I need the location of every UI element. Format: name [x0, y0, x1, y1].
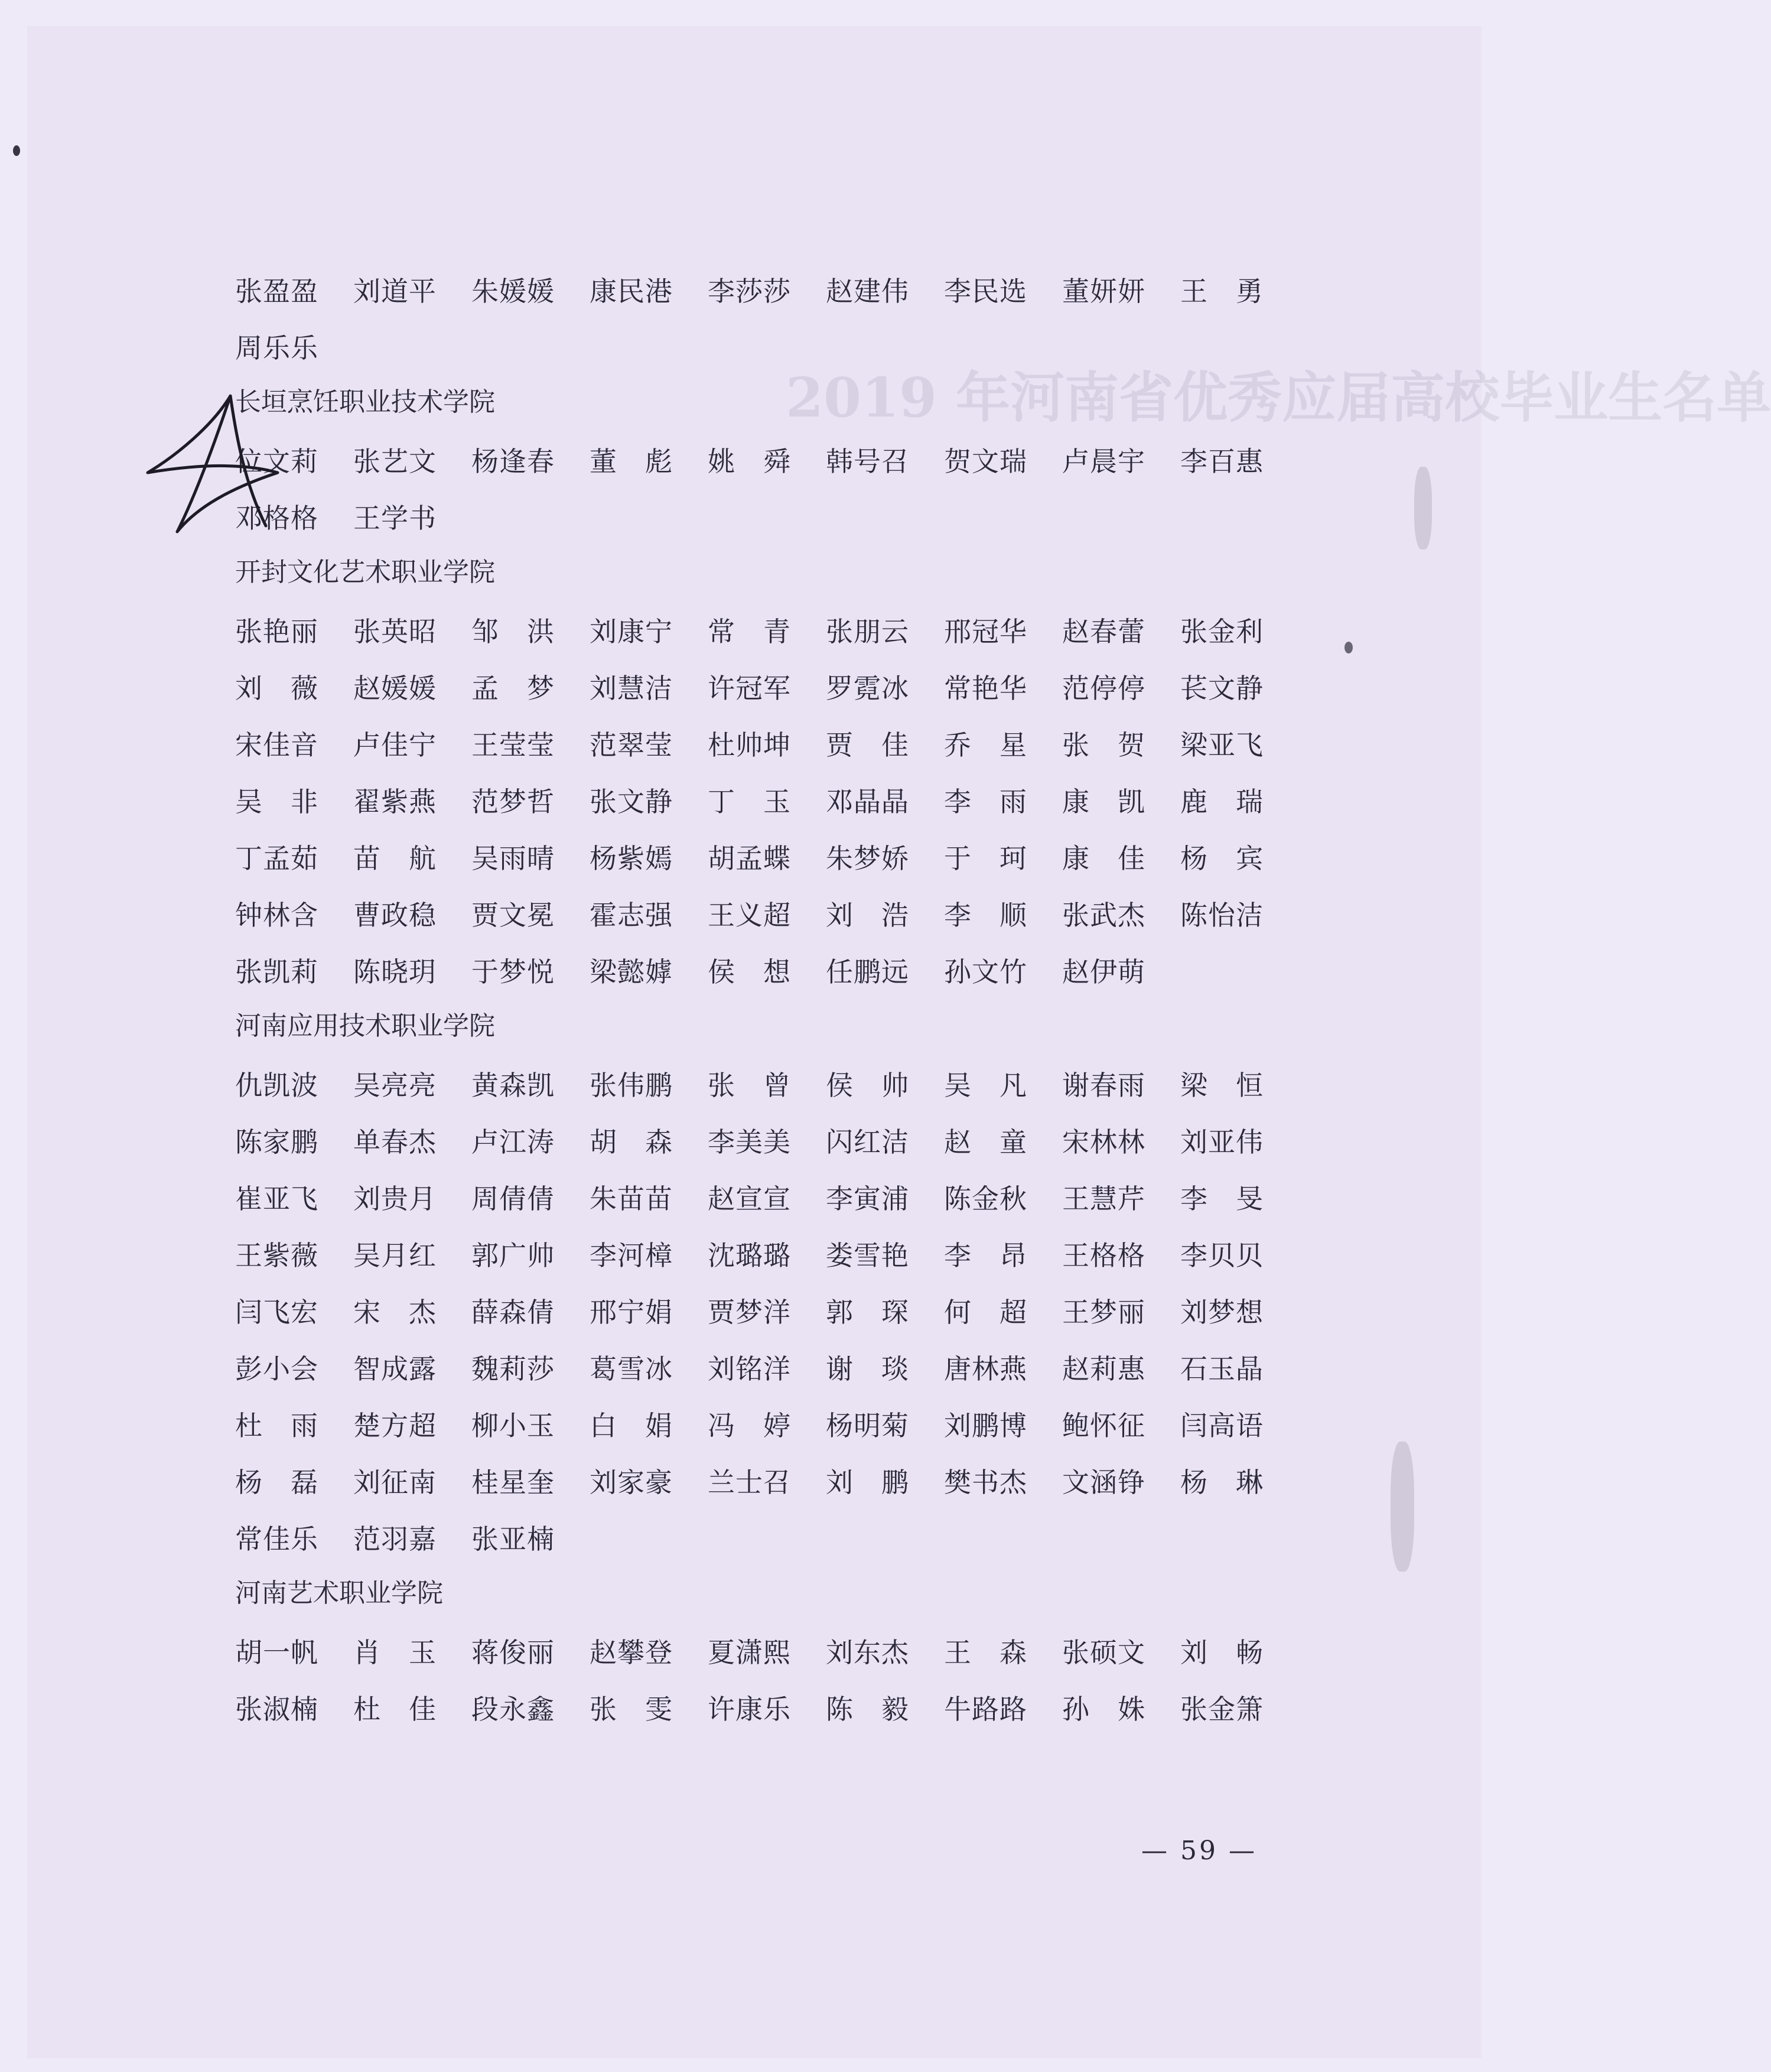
graduate-name: 樊书杰: [944, 1466, 1027, 1498]
graduate-name: 赵宣宣: [708, 1183, 791, 1215]
graduate-name: 鹿 瑞: [1180, 786, 1264, 818]
graduate-name: 贺文瑞: [944, 445, 1027, 477]
graduate-name: 闫飞宏: [235, 1296, 318, 1328]
graduate-name: 邓格格: [235, 502, 318, 534]
graduate-name: 丁孟茹: [235, 843, 318, 874]
graduate-name: 孙 姝: [1062, 1693, 1145, 1725]
graduate-name: 赵伊萌: [1062, 956, 1145, 988]
graduate-name: 牛路路: [944, 1693, 1027, 1725]
graduate-name: 陈怡洁: [1180, 899, 1264, 931]
graduate-name: 桂星奎: [471, 1466, 555, 1498]
graduate-name: 单春杰: [353, 1126, 437, 1158]
graduate-name: 吴雨晴: [471, 843, 555, 874]
graduate-name: 王学书: [353, 502, 437, 534]
graduate-name: 周倩倩: [471, 1183, 555, 1215]
graduate-name: 宋 杰: [353, 1296, 437, 1328]
graduate-name: 石玉晶: [1180, 1353, 1264, 1385]
graduate-name: 沈璐璐: [708, 1240, 791, 1271]
graduate-name: 许康乐: [708, 1693, 791, 1725]
graduate-name: 何 超: [944, 1296, 1027, 1328]
graduate-name: 陈金秋: [944, 1183, 1027, 1215]
graduate-name: 李 昂: [944, 1240, 1027, 1271]
graduate-name: 杨 琳: [1180, 1466, 1264, 1498]
graduate-name: 张文静: [590, 786, 673, 818]
graduate-name: 白 娟: [590, 1410, 673, 1442]
graduate-name: 张英昭: [353, 616, 437, 648]
graduate-name: 李百惠: [1180, 445, 1264, 477]
graduate-name: 刘梦想: [1180, 1296, 1264, 1328]
graduate-name: 文涵铮: [1062, 1466, 1145, 1498]
graduate-name: 智成露: [353, 1353, 437, 1385]
graduate-name: 王梦丽: [1062, 1296, 1145, 1328]
show-through-title: 2019 年河南省优秀应届高校毕业生名单: [786, 366, 1771, 430]
graduate-name: 刘慧洁: [590, 672, 673, 704]
graduate-name: 常 青: [708, 616, 791, 648]
graduate-name: 侯 帅: [826, 1069, 909, 1101]
graduate-name: 唐林燕: [944, 1353, 1027, 1385]
institution-heading: 河南应用技术职业学院: [235, 1011, 495, 1041]
graduate-name: 张 曾: [708, 1069, 791, 1101]
graduate-name: 刘 浩: [826, 899, 909, 931]
institution-heading: 开封文化艺术职业学院: [235, 557, 495, 587]
graduate-name: 范停停: [1062, 672, 1145, 704]
graduate-name: 杜 佳: [353, 1693, 437, 1725]
graduate-name: 李寅浦: [826, 1183, 909, 1215]
graduate-name: 李贝贝: [1180, 1240, 1264, 1271]
graduate-name: 韩号召: [826, 445, 909, 477]
graduate-name: 刘 薇: [235, 672, 318, 704]
graduate-name: 王格格: [1062, 1240, 1145, 1271]
graduate-name: 孙文竹: [944, 956, 1027, 988]
institution-heading: 长垣烹饪职业技术学院: [235, 387, 495, 417]
graduate-name: 闫高语: [1180, 1410, 1264, 1442]
graduate-name: 朱苗苗: [590, 1183, 673, 1215]
graduate-name: 杜 雨: [235, 1410, 318, 1442]
graduate-name: 姚 舜: [708, 445, 791, 477]
graduate-name: 宋佳音: [235, 729, 318, 761]
institution-heading: 河南艺术职业学院: [235, 1578, 443, 1608]
graduate-name: 孟 梦: [471, 672, 555, 704]
graduate-name: 王慧芹: [1062, 1183, 1145, 1215]
graduate-name: 钟林含: [235, 899, 318, 931]
graduate-name: 张武杰: [1062, 899, 1145, 931]
graduate-name: 位文莉: [235, 445, 318, 477]
graduate-name: 刘家豪: [590, 1466, 673, 1498]
graduate-name: 刘 畅: [1180, 1637, 1264, 1668]
graduate-name: 鲍怀征: [1062, 1410, 1145, 1442]
graduate-name: 陈晓玥: [353, 956, 437, 988]
graduate-name: 董 彪: [590, 445, 673, 477]
graduate-name: 邢宁娟: [590, 1296, 673, 1328]
graduate-name: 胡 森: [590, 1126, 673, 1158]
graduate-name: 葛雪冰: [590, 1353, 673, 1385]
graduate-name: 张 贺: [1062, 729, 1145, 761]
graduate-name: 侯 想: [708, 956, 791, 988]
graduate-name: 肖 玉: [353, 1637, 437, 1668]
graduate-name: 邓晶晶: [826, 786, 909, 818]
graduate-name: 杨 宾: [1180, 843, 1264, 874]
graduate-name: 杨 磊: [235, 1466, 318, 1498]
graduate-name: 冯 婷: [708, 1410, 791, 1442]
graduate-name: 张艳丽: [235, 616, 318, 648]
graduate-name: 王 勇: [1180, 275, 1264, 307]
graduate-name: 胡一帆: [235, 1637, 318, 1668]
graduate-name: 王莹莹: [471, 729, 555, 761]
graduate-name: 卢晨宇: [1062, 445, 1145, 477]
graduate-name: 崔亚飞: [235, 1183, 318, 1215]
graduate-name: 刘东杰: [826, 1637, 909, 1668]
graduate-name: 张硕文: [1062, 1637, 1145, 1668]
graduate-name: 娄雪艳: [826, 1240, 909, 1271]
graduate-name: 丁 玉: [708, 786, 791, 818]
graduate-name: 赵攀登: [590, 1637, 673, 1668]
graduate-name: 张伟鹏: [590, 1069, 673, 1101]
graduate-name: 王 森: [944, 1637, 1027, 1668]
graduate-name: 卢江涛: [471, 1126, 555, 1158]
graduate-name: 朱媛媛: [471, 275, 555, 307]
graduate-name: 黄森凯: [471, 1069, 555, 1101]
graduate-name: 赵莉惠: [1062, 1353, 1145, 1385]
graduate-name: 董妍妍: [1062, 275, 1145, 307]
graduate-name: 张艺文: [353, 445, 437, 477]
graduate-name: 刘亚伟: [1180, 1126, 1264, 1158]
graduate-name: 刘康宁: [590, 616, 673, 648]
graduate-name: 邹 洪: [471, 616, 555, 648]
graduate-name: 于梦悦: [471, 956, 555, 988]
graduate-name: 范翠莹: [590, 729, 673, 761]
graduate-name: 李河樟: [590, 1240, 673, 1271]
graduate-name: 郭 琛: [826, 1296, 909, 1328]
graduate-name: 李美美: [708, 1126, 791, 1158]
graduate-name: 彭小会: [235, 1353, 318, 1385]
graduate-name: 杨逢春: [471, 445, 555, 477]
graduate-name: 刘征南: [353, 1466, 437, 1498]
graduate-name: 霍志强: [590, 899, 673, 931]
graduate-name: 李民选: [944, 275, 1027, 307]
page-number: — 59 —: [1141, 1836, 1257, 1866]
graduate-name: 谢春雨: [1062, 1069, 1145, 1101]
graduate-name: 吴亮亮: [353, 1069, 437, 1101]
graduate-name: 李 雨: [944, 786, 1027, 818]
graduate-name: 张金箫: [1180, 1693, 1264, 1725]
graduate-name: 柳小玉: [471, 1410, 555, 1442]
graduate-name: 李 旻: [1180, 1183, 1264, 1215]
graduate-name: 段永鑫: [471, 1693, 555, 1725]
graduate-name: 吴 非: [235, 786, 318, 818]
graduate-name: 郭广帅: [471, 1240, 555, 1271]
paper-smudge: [1391, 1442, 1414, 1572]
graduate-name: 任鹏远: [826, 956, 909, 988]
graduate-name: 苌文静: [1180, 672, 1264, 704]
graduate-name: 赵 童: [944, 1126, 1027, 1158]
graduate-name: 闪红洁: [826, 1126, 909, 1158]
graduate-name: 吴月红: [353, 1240, 437, 1271]
graduate-name: 梁亚飞: [1180, 729, 1264, 761]
graduate-name: 兰士召: [708, 1466, 791, 1498]
graduate-name: 苗 航: [353, 843, 437, 874]
graduate-name: 杨明菊: [826, 1410, 909, 1442]
graduate-name: 刘鹏博: [944, 1410, 1027, 1442]
graduate-name: 康 佳: [1062, 843, 1145, 874]
graduate-name: 乔 星: [944, 729, 1027, 761]
ink-speck: [13, 145, 20, 156]
graduate-name: 张 雯: [590, 1693, 673, 1725]
graduate-name: 翟紫燕: [353, 786, 437, 818]
graduate-name: 谢 琰: [826, 1353, 909, 1385]
graduate-name: 魏莉莎: [471, 1353, 555, 1385]
graduate-name: 陈 毅: [826, 1693, 909, 1725]
graduate-name: 刘铭洋: [708, 1353, 791, 1385]
graduate-name: 曹政稳: [353, 899, 437, 931]
graduate-name: 范梦哲: [471, 786, 555, 818]
graduate-name: 刘贵月: [353, 1183, 437, 1215]
paper-smudge: [1414, 467, 1432, 549]
graduate-name: 张盈盈: [235, 275, 318, 307]
graduate-name: 罗霓冰: [826, 672, 909, 704]
graduate-name: 王义超: [708, 899, 791, 931]
graduate-name: 刘 鹏: [826, 1466, 909, 1498]
graduate-name: 卢佳宁: [353, 729, 437, 761]
graduate-name: 常佳乐: [235, 1523, 318, 1555]
graduate-name: 赵媛媛: [353, 672, 437, 704]
graduate-name: 杨紫嫣: [590, 843, 673, 874]
graduate-name: 薛森倩: [471, 1296, 555, 1328]
graduate-name: 梁 恒: [1180, 1069, 1264, 1101]
graduate-name: 许冠军: [708, 672, 791, 704]
graduate-name: 康民港: [590, 275, 673, 307]
graduate-name: 王紫薇: [235, 1240, 318, 1271]
graduate-name: 夏潇熙: [708, 1637, 791, 1668]
graduate-name: 李 顺: [944, 899, 1027, 931]
graduate-name: 范羽嘉: [353, 1523, 437, 1555]
graduate-name: 张朋云: [826, 616, 909, 648]
graduate-name: 楚方超: [353, 1410, 437, 1442]
graduate-name: 贾文冕: [471, 899, 555, 931]
graduate-name: 张淑楠: [235, 1693, 318, 1725]
ink-speck: [1344, 642, 1353, 653]
graduate-name: 梁懿嫭: [590, 956, 673, 988]
graduate-name: 陈家鹏: [235, 1126, 318, 1158]
graduate-name: 仇凯波: [235, 1069, 318, 1101]
graduate-name: 赵春蕾: [1062, 616, 1145, 648]
signature-mark: [142, 384, 284, 538]
graduate-name: 贾梦洋: [708, 1296, 791, 1328]
graduate-name: 赵建伟: [826, 275, 909, 307]
graduate-name: 刘道平: [353, 275, 437, 307]
graduate-name: 常艳华: [944, 672, 1027, 704]
graduate-name: 朱梦娇: [826, 843, 909, 874]
graduate-name: 张金利: [1180, 616, 1264, 648]
graduate-name: 蒋俊丽: [471, 1637, 555, 1668]
graduate-name: 杜帅坤: [708, 729, 791, 761]
graduate-name: 周乐乐: [235, 332, 318, 364]
document-page: [27, 26, 1482, 2058]
graduate-name: 于 珂: [944, 843, 1027, 874]
graduate-name: 贾 佳: [826, 729, 909, 761]
graduate-name: 邢冠华: [944, 616, 1027, 648]
graduate-name: 张凯莉: [235, 956, 318, 988]
graduate-name: 胡孟蝶: [708, 843, 791, 874]
graduate-name: 张亚楠: [471, 1523, 555, 1555]
graduate-name: 康 凯: [1062, 786, 1145, 818]
graduate-name: 宋林林: [1062, 1126, 1145, 1158]
graduate-name: 吴 凡: [944, 1069, 1027, 1101]
graduate-name: 李莎莎: [708, 275, 791, 307]
